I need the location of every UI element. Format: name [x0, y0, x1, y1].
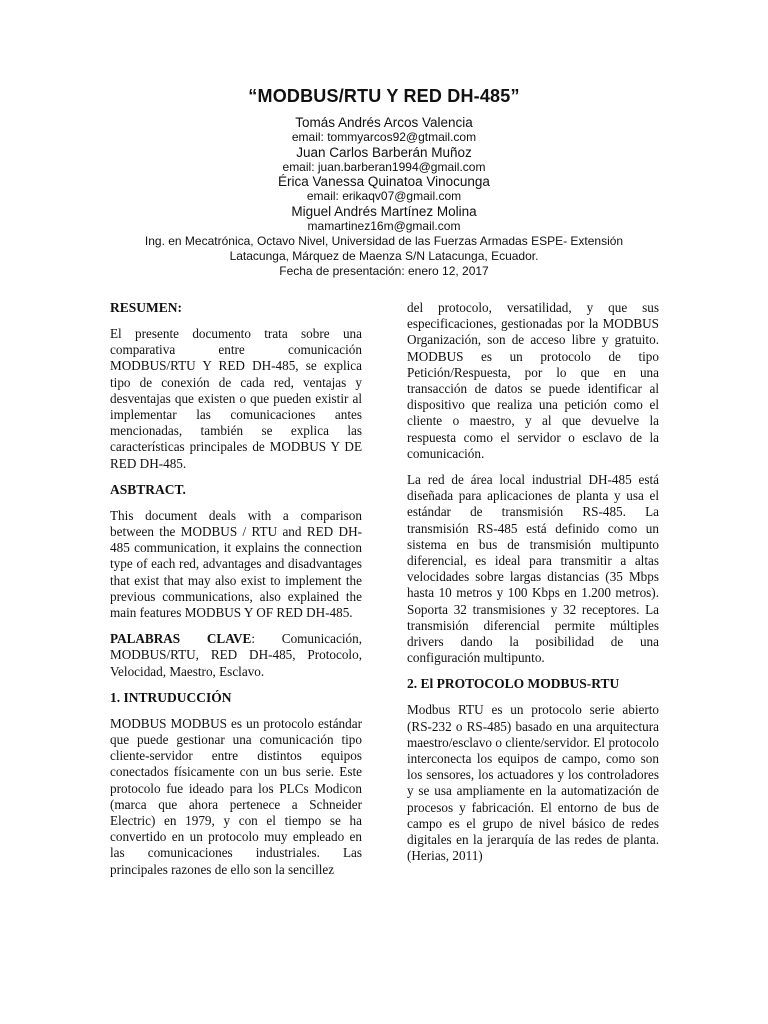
keywords-label: PALABRAS CLAVE [110, 631, 252, 647]
author-name: Miguel Andrés Martínez Molina [291, 203, 477, 219]
affiliation-line: Ing. en Mecatrónica, Octavo Nivel, Universidad de las Fuerzas Armadas ESPE- Extensión [144, 234, 624, 248]
keywords-list: : Comunicación, MODBUS/RTU, RED DH-485, Protocolo, Velocidad, Maestro, Esclavo. [110, 631, 362, 679]
abstract-heading: ASBTRACT. [110, 481, 186, 497]
left-column [110, 300, 362, 888]
resumen-heading: RESUMEN: [110, 300, 183, 315]
keywords-paragraph [110, 631, 362, 680]
author-email: mamartinez16m@gmail.com [307, 218, 461, 233]
presentation-date: Fecha de presentación: enero 12, 2017 [279, 264, 489, 278]
author-email: email: erikaqv07@gmail.com [306, 189, 462, 203]
right-column [407, 300, 659, 875]
author-name: Tomás Andrés Arcos Valencia [295, 115, 473, 130]
author-name: Érica Vanessa Quinatoa Vinocunga [278, 174, 490, 189]
author-name: Juan Carlos Barberán Muñoz [296, 144, 472, 160]
intro-heading: 1. INTRUDUCCIÓN [110, 689, 232, 705]
author-email: email: juan.barberan1994@gmail.com [282, 159, 486, 174]
paper-title: “MODBUS/RTU Y RED DH-485” [248, 86, 520, 106]
section2-heading: 2. El PROTOCOLO MODBUS-RTU [407, 676, 620, 692]
affiliation-block [110, 234, 658, 279]
resumen-paragraph: El presente documento trata sobre una comparativa entre comunicación MODBUS/RTU Y RED DH-485, se explica tipo de conexión de cada red, ventajas y desventajas que existen o que pueden existir al implementar las comunicaciones antes mencionadas, también se explica las características principales de MODBUS Y DE RED DH-485. [110, 326, 362, 471]
intro-continuation-paragraph: del protocolo, versatilidad, y que sus especificaciones, gestionadas por la MODBUS Organización, son de acceso libre y gratuito. MODBUS es un protocolo de tipo Petición/Respuesta, por lo que en una transacción de datos se puede identificar al dispositivo que realiza una petición como el cliente o maestro, y al que devuelve la respuesta como el servidor o esclavo de la comunicación. [407, 300, 659, 461]
author-block [0, 115, 768, 233]
section2-paragraph: Modbus RTU es un protocolo serie abierto (RS-232 o RS-485) basado en una arquitectura maestro/esclavo o cliente/servidor. El protocolo interconecta los equipos de campo, como son los sensores, los actuadores y los controladores y se usa ampliamente en la automatización de procesos y fabricación. El entorno de bus de campo es el grupo de nivel básico de redes digitales en la jerarquía de las redes de planta. (Herias, 2011) [407, 702, 659, 864]
dh485-paragraph: La red de área local industrial DH-485 está diseñada para aplicaciones de planta y usa el estándar de transmisión RS-485. La transmisión RS-485 está definido como un sistema en bus de transmisión multipunto diferencial, es ideal para transmitir a altas velocidades sobre largas distancias (35 Mbps hasta 10 metros y 100 Kbps en 1.200 metros). Soporta 32 transmisiones y 32 receptores. La transmisión diferencial permite múltiples drivers dando la posibilidad de una configuración multipunto. [407, 472, 659, 666]
author-email: email: tommyarcos92@gtmail.com [291, 130, 477, 144]
abstract-paragraph: This document deals with a comparison between the MODBUS / RTU and RED DH-485 communication, it explains the connection type of each red, advantages and disadvantages that exist that may also exist to implement the previous communications, also explained the main features MODBUS Y OF RED DH-485. [110, 507, 362, 621]
intro-paragraph: MODBUS MODBUS es un protocolo estándar que puede gestionar una comunicación tipo cliente-servidor entre distintos equipos conectados físicamente con un bus serie. Este protocolo fue ideado para los PLCs Modicon (marca que ahora pertenece a Schneider Electric) en 1979, y con el tiempo se ha convertido en un protocolo muy empleado en las comunicaciones industriales. Las principales razones de ello son la sencillez [110, 715, 362, 877]
affiliation-line: Latacunga, Márquez de Maenza S/N Latacunga, Ecuador. [229, 249, 539, 263]
